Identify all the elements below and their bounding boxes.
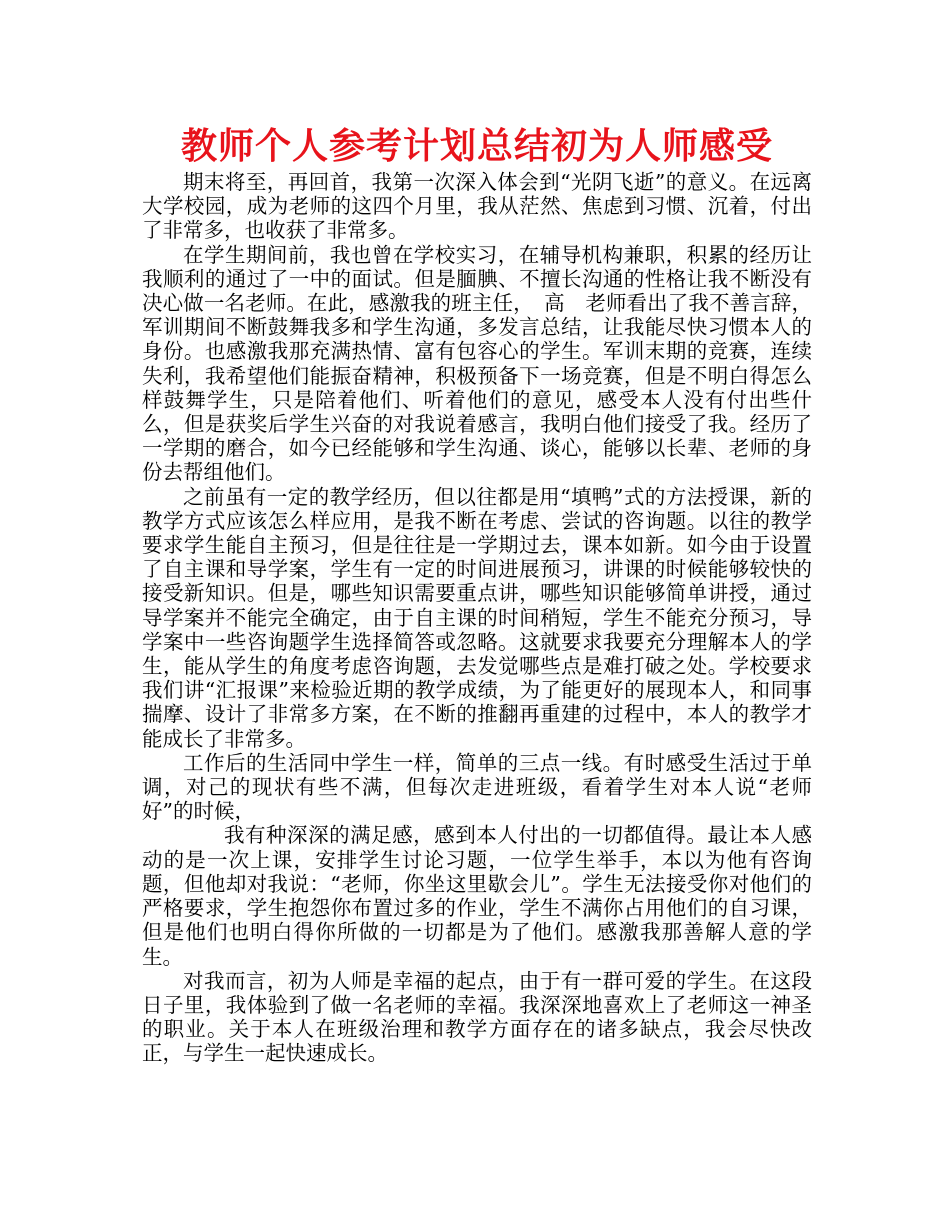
document-title: 教师个人参考计划总结初为人师感受 (180, 126, 773, 167)
paragraph-6: 对我而言，初为人师是幸福的起点，由于有一群可爱的学生。在这段日子里，我体验到了做一名老师的幸福。我深深地喜欢上了老师这一神圣的职业。关于本人在班级治理和教学方面存在的诸多缺点，我会尽快改正，与学生一起快速成长。 (142, 968, 812, 1066)
paragraph-1: 期末将至，再回首，我第一次深入体会到“光阴飞逝”的意义。在远离大学校园，成为老师的这四个月里，我从茫然、焦虑到习惯、沉着，付出了非常多，也收获了非常多。 (142, 170, 812, 243)
document-page (142, 124, 812, 1066)
paragraph-4: 工作后的生活同中学生一样，简单的三点一线。有时感受生活过于单调，对己的现状有些不满，但每次走进班级，看着学生对本人说“老师好”的时候， (142, 750, 812, 824)
paragraph-5: 我有种深深的满足感，感到本人付出的一切都值得。最让本人感动的是一次上课，安排学生讨论习题，一位学生举手，本以为他有咨询题，但他却对我说：“老师，你坐这里歇会儿”。学生无法接受你对他们的严格要求，学生抱怨你布置过多的作业，学生不满你占用他们的自习课，但是他们也明白得你所做的一切都是为了他们。感激我那善解人意的学生。 (142, 823, 812, 969)
paragraph-2: 在学生期间前，我也曾在学校实习，在辅导机构兼职，积累的经历让我顺利的通过了一中的面试。但是腼腆、不擅长沟通的性格让我不断没有决心做一名老师。在此，感激我的班主任， 高 老师看出了我不善言辞，军训期间不断鼓舞我多和学生沟通，多发言总结，让我能尽快习惯本人的身份。也感激我那充满热情、富有包容心的学生。军训末期的竞赛，连续失利，我希望他们能振奋精神，积极预备下一场竞赛，但是不明白得怎么样鼓舞学生，只是陪着他们、听着他们的意见，感受本人没有付出些什么，但是获奖后学生兴奋的对我说着感言，我明白他们接受了我。经历了一学期的磨合，如今已经能够和学生沟通、谈心，能够以长辈、老师的身份去帮组他们。 (142, 242, 812, 485)
paragraph-3: 之前虽有一定的教学经历，但以往都是用“填鸭”式的方法授课，新的教学方式应该怎么样应用，是我不断在考虑、尝试的咨询题。以往的教学要求学生能自主预习，但是往往是一学期过去，课本如新。如今由于设置了自主课和导学案，学生有一定的时间进展预习，讲课的时候能够较快的接受新知识。但是，哪些知识需要重点讲，哪些知识能够简单讲授，通过导学案并不能完全确定，由于自主课的时间稍短，学生不能充分预习，导学案中一些咨询题学生选择简答或忽略。这就要求我要充分理解本人的学生，能从学生的角度考虑咨询题，去发觉哪些点是难打破之处。学校要求我们讲“汇报课”来检验近期的教学成绩，为了能更好的展现本人，和同事揣摩、设计了非常多方案，在不断的推翻再重建的过程中，本人的教学才能成长了非常多。 (142, 484, 812, 751)
document-body (142, 170, 812, 1066)
